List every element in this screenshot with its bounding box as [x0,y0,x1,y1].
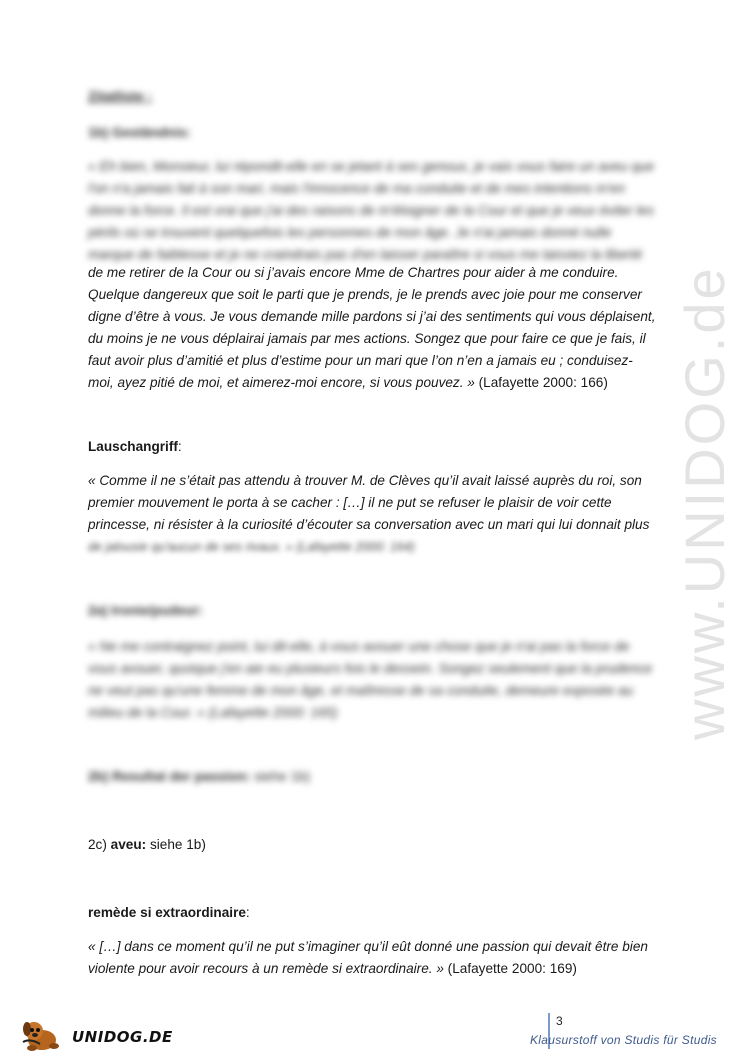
section-heading-text: remède si extraordinaire [88,905,246,920]
blurred-quote-line: marque de faiblesse et je ne craindrais pas d'en laisser paraître si vous me laissiez la liberté [88,247,643,262]
unidog-logo [20,1018,173,1052]
blurred-quote-line: vous avouer, quoique j'en aie eu plusieurs fois le dessein. Songez seulement que la prudence [88,661,653,676]
quote-line: de me retirer de la Cour ou si j’avais encore Mme de Chartres pour aider à me conduire. [88,265,619,280]
quote-last-line [88,372,608,394]
section-label: aveu: [110,837,147,852]
quote-text: violente pour avoir recours à un remède si extraordinaire. » [88,961,444,976]
quote-line: « Comme il ne s’était pas attendu à trouver M. de Clèves qu’il avait laissé auprès du roi, son [88,473,642,488]
section-heading-lauschangriff [88,436,182,458]
quote-line: faut avoir plus d’amitié et plus d’estime pour un mari que l’on n’en a jamais eu ; conduisez- [88,353,633,368]
blurred-quote-line: donne la force. Il est vrai que j'ai des raisons de m'éloigner de la Cour et que je veux éviter les [88,203,654,218]
quote-line: « […] dans ce moment qu’il ne put s’imaginer qu’il eût donné une passion qui devait être bien [88,939,648,954]
page-number: 3 [556,1014,563,1028]
blurred-quote-line: périls où se trouvent quelquefois les personnes de mon âge. Je n'ai jamais donné nulle [88,225,612,240]
blurred-quote-line: l'on n'a jamais fait à son mari, mais l'innocence de ma conduite et de mes intentions m'en [88,181,626,196]
quote-last-line [88,958,577,980]
section-heading-1b: 1b) Geständnis: [88,125,191,140]
section-value: siehe 1b) [146,837,206,852]
heading-colon: : [245,905,250,920]
quote-line: princesse, ni résister à la curiosité d’écouter sa conversation avec un mari qui lui donnait plus [88,517,650,532]
citation: (Lafayette 2000: 169) [443,961,577,976]
logo-text: UNIDOG.DE [72,1028,173,1046]
quote-line: du moins je ne vous déplairai jamais par mes actions. Songez que pour faire ce que je fais, il [88,331,646,346]
section-2b [88,766,310,788]
blurred-quote-line: ne veut pas qu'une femme de mon âge, et maîtresse de sa conduite, demeure exposée au [88,683,634,698]
watermark: www.UNIDOG.de [673,265,736,740]
quote-line: digne d’être à vous. Je vous demande mille pardons si j’ai des sentiments qui vous déplaisent, [88,309,656,324]
citation: (Lafayette 2000: 166) [474,375,608,390]
blurred-quote-line: « Ne me contraignez point, lui dit-elle, à vous avouer une chose que je n'ai pas la force de [88,639,630,654]
section-value: siehe 1b) [254,769,311,784]
section-heading-text: Lauschangriff [88,439,178,454]
blurred-quote-line: « Eh bien, Monsieur, lui répondit-elle en se jetant à ses genoux, je vais vous faire un aveu que [88,159,655,174]
section-2c [88,834,206,856]
section-heading-remede [88,902,250,924]
dog-mascot-icon [20,1018,70,1052]
blurred-quote-line: de jalousie qu'aucun de ses rivaux. » (Lafayette 2000: 164) [88,540,415,554]
section-label: 2b) Resultat der passion: [88,769,251,784]
blurred-quote-line: milieu de la Cour. » (Lafayette 2000: 165) [88,705,338,720]
footer-tagline: Klausurstoff von Studis für Studis [530,1033,717,1047]
quote-line: Quelque dangereux que soit le parti que je prends, je le prends avec joie pour me conserver [88,287,642,302]
quote-text: moi, ayez pitié de moi, et aimerez-moi encore, si vous pouvez. » [88,375,475,390]
quote-line: premier mouvement le porta à se cacher : […] il ne put se refuser le plaisir de voir cette [88,495,612,510]
heading-colon: : [177,439,182,454]
section-heading-2a: 2a) Ironie/pudeur: [88,603,203,618]
section-prefix: 2c) [88,837,111,852]
list-heading: Zitatliste : [88,89,153,104]
